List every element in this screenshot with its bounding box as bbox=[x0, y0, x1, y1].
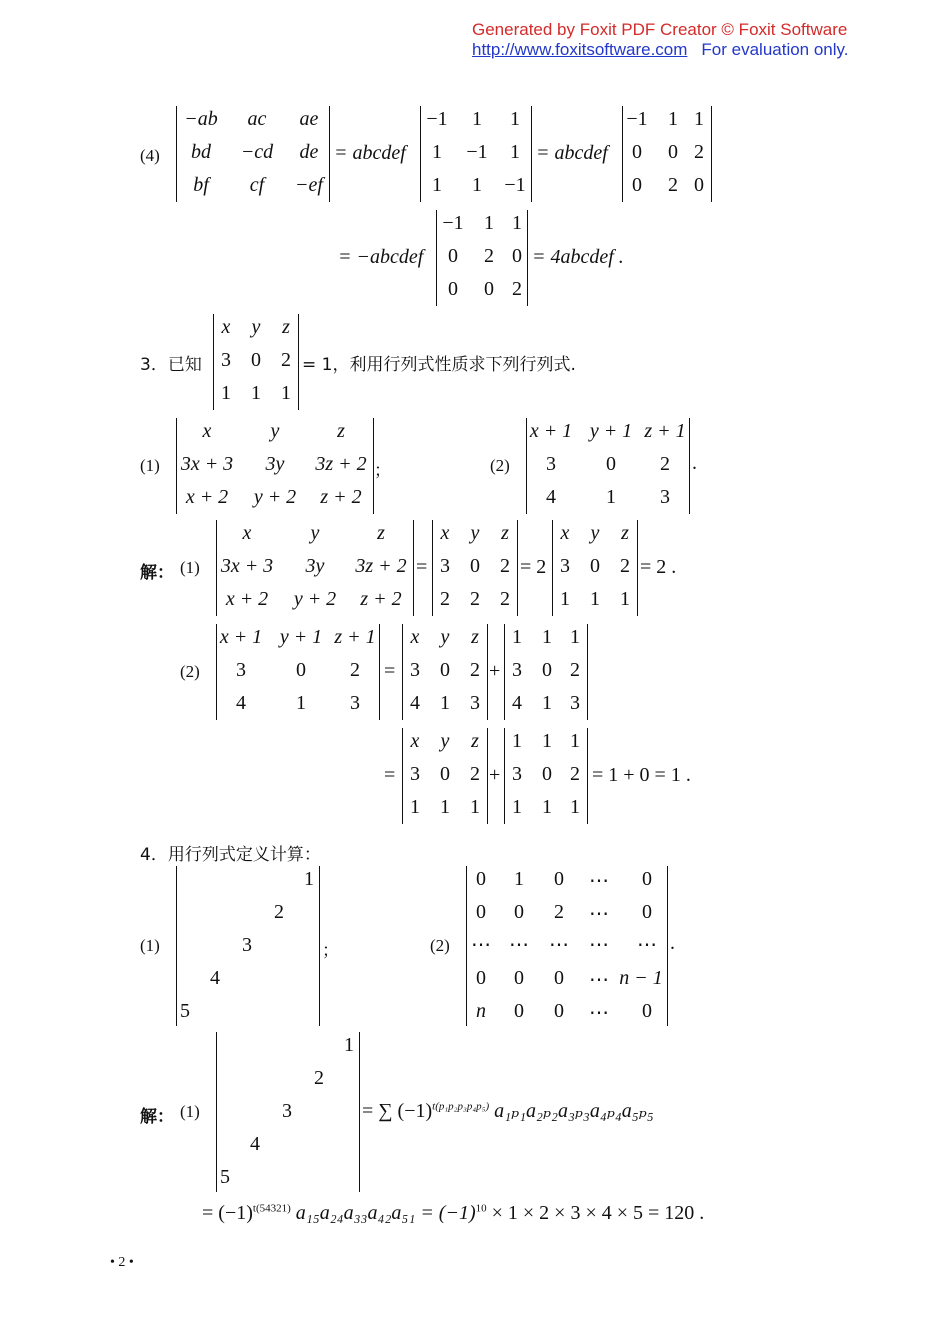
sol1-eq2: = 2 bbox=[520, 556, 547, 578]
sol2-label: (2) bbox=[180, 662, 200, 681]
sol2-eq1: = bbox=[384, 660, 396, 682]
sol4-jie: 解： bbox=[140, 1107, 174, 1127]
sol1-det2: x y z 3 0 2 2 2 2 bbox=[432, 520, 518, 616]
sol2-det5: 1 1 1 3 0 2 1 1 1 bbox=[504, 728, 588, 824]
q3-det: x y z 3 0 2 1 1 1 bbox=[213, 314, 299, 410]
p4-eq3: = −abcdef bbox=[338, 246, 424, 268]
p4-eq1: = abcdef bbox=[334, 142, 406, 164]
watermark bbox=[472, 20, 849, 60]
p4-det2: −1 1 1 1 −1 1 1 1 −1 bbox=[420, 106, 532, 202]
p4-det1: −ab ac ae bd −cd de bf cf −ef bbox=[176, 106, 330, 202]
sol1-label: (1) bbox=[180, 558, 200, 577]
page-number: • 2 • bbox=[110, 1255, 134, 1270]
watermark-line1: Generated by Foxit PDF Creator © Foxit Software bbox=[472, 20, 848, 39]
q4p2-dot: . bbox=[670, 932, 675, 954]
sol4-label: (1) bbox=[180, 1102, 200, 1121]
sol2-det1: x + 1 y + 1 z + 1 3 0 2 4 1 3 bbox=[216, 624, 380, 720]
sol2-det4: x y z 3 0 2 1 1 1 bbox=[402, 728, 488, 824]
q4-heading: 4．用行列式定义计算： bbox=[140, 845, 321, 865]
sol1-result: = 2 . bbox=[640, 556, 677, 578]
q3p1-det: x y z 3x + 3 3y 3z + 2 x + 2 y + 2 z + 2 bbox=[176, 418, 374, 514]
q4p2-det: 0 1 0 ⋯ 0 0 0 2 ⋯ 0 ⋯ ⋯ ⋯ ⋯ ⋯ 0 0 0 ⋯ n − 1 n 0 0 ⋯ 0 bbox=[466, 866, 668, 1026]
sol4-det: 1 2 3 4 5 bbox=[216, 1032, 360, 1192]
sol1-jie: 解： bbox=[140, 563, 174, 583]
q3p2-label: (2) bbox=[490, 456, 510, 475]
p4-det3: −1 1 1 0 0 2 0 2 0 bbox=[622, 106, 712, 202]
sol2-result: = 1 + 0 = 1 . bbox=[592, 764, 691, 786]
q3p2-dot: . bbox=[692, 452, 697, 474]
watermark-eval: For evaluation only. bbox=[701, 40, 849, 59]
watermark-url[interactable]: http://www.foxitsoftware.com bbox=[472, 40, 688, 59]
sol1-eq1: = bbox=[416, 556, 428, 578]
sol4-sum: = ∑ $(-1)^{t(p_1p_2p_3p_4p_5)}$ a₁ₚ₁a₂ₚ₂a₃ₚ₃a₄ₚ₄a₅ₚ₅ bbox=[362, 1100, 654, 1122]
sol2-det2: x y z 3 0 2 4 1 3 bbox=[402, 624, 488, 720]
sol1-det1: x y z 3x + 3 3y 3z + 2 x + 2 y + 2 z + 2 bbox=[216, 520, 414, 616]
sol2-det3: 1 1 1 3 0 2 4 1 3 bbox=[504, 624, 588, 720]
q4p2-label: (2) bbox=[430, 936, 450, 955]
p4-det4: −1 1 1 0 2 0 0 0 2 bbox=[436, 210, 528, 306]
p4-label: (4) bbox=[140, 146, 160, 165]
sol4-line2: = $(-1)^{t(54321)}$ $a_{15}a_{24}a_{33}a_{42}a_{51} = (-1)^{10} \times 1 \times 2 \times 3 \times 4 \times 5 = 120$ . bbox=[202, 1202, 705, 1224]
sol2-eq2: = bbox=[384, 764, 396, 786]
p4-eq2: = abcdef bbox=[536, 142, 608, 164]
q3p1-label: (1) bbox=[140, 456, 160, 475]
sol2-plus: + bbox=[489, 660, 501, 682]
q4p1-semicolon: ； bbox=[322, 941, 339, 961]
q3-text: = 1，利用行列式性质求下列行列式. bbox=[302, 355, 576, 375]
q4p1-det: 1 2 3 4 5 bbox=[176, 866, 320, 1026]
sol2-plus2: + bbox=[489, 764, 501, 786]
q3p1-semicolon: ； bbox=[374, 461, 391, 481]
sol1-det3: x y z 3 0 2 1 1 1 bbox=[552, 520, 638, 616]
q3-number: 3．已知 bbox=[140, 355, 202, 375]
p4-result: = 4abcdef . bbox=[532, 246, 624, 268]
q4p1-label: (1) bbox=[140, 936, 160, 955]
q3p2-det: x + 1 y + 1 z + 1 3 0 2 4 1 3 bbox=[526, 418, 690, 514]
